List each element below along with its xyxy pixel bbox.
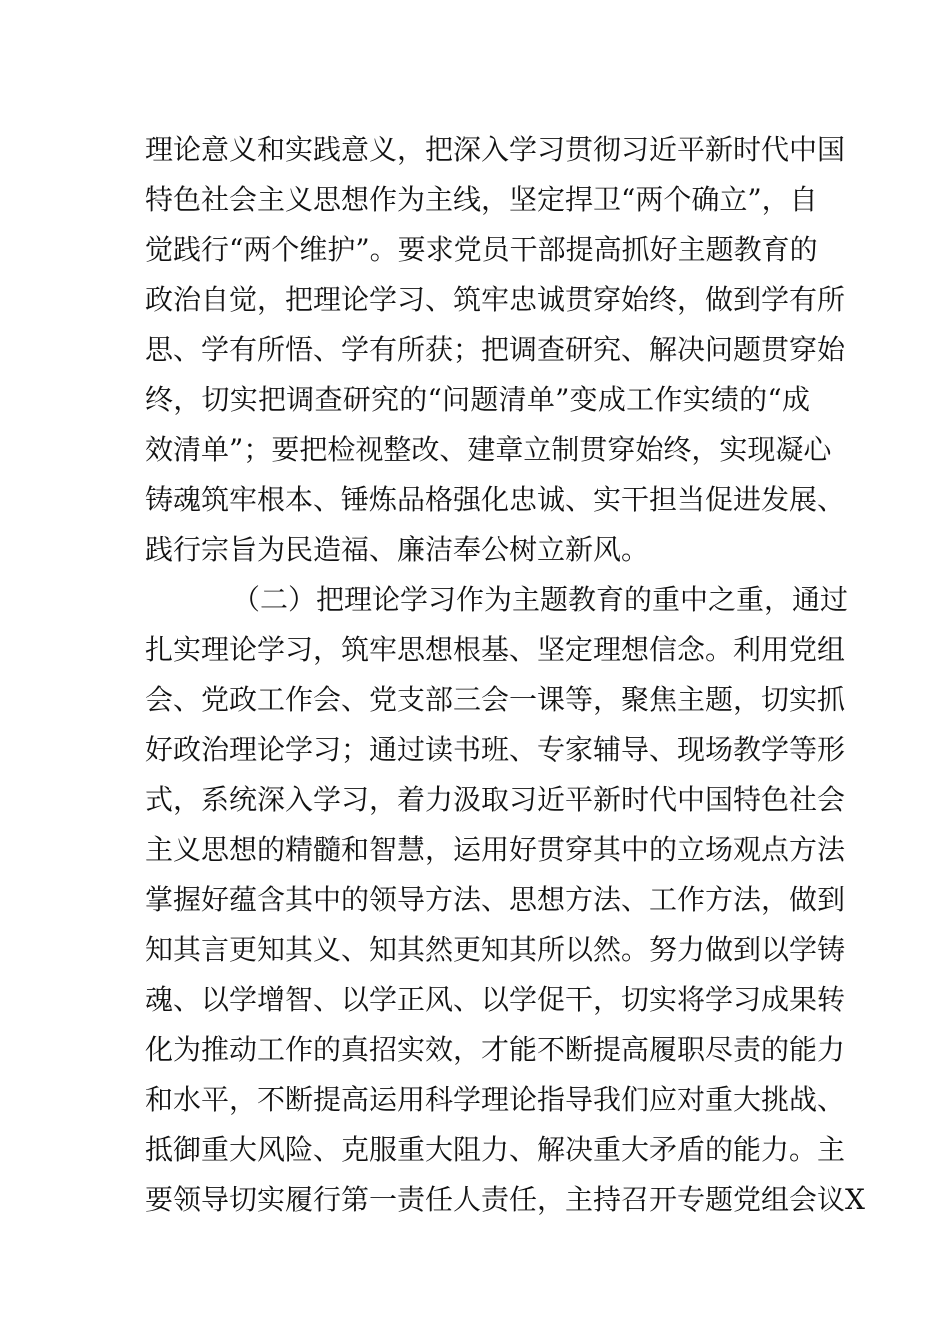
text-line-14: 式，系统深入学习，着力汲取习近平新时代中国特色社会 <box>145 783 846 816</box>
text-line-19: 化为推动工作的真招实效，才能不断提高履职尽责的能力 <box>145 1033 846 1066</box>
text-line-4: 政治自觉，把理论学习、筑牢忠诚贯穿始终，做到学有所 <box>145 283 846 316</box>
text-line-2: 特色社会主义思想作为主线，坚定捍卫“两个确立”，自 <box>145 183 818 216</box>
text-line-12: 会、党政工作会、党支部三会一课等，聚焦主题，切实抓 <box>145 683 846 716</box>
text-line-16: 掌握好蕴含其中的领导方法、思想方法、工作方法，做到 <box>145 883 846 916</box>
text-line-9: 践行宗旨为民造福、廉洁奉公树立新风。 <box>145 533 650 566</box>
text-line-10: （二）把理论学习作为主题教育的重中之重，通过 <box>232 583 849 616</box>
text-line-11: 扎实理论学习，筑牢思想根基、坚定理想信念。利用党组 <box>145 633 846 666</box>
text-line-15: 主义思想的精髓和智慧，运用好贯穿其中的立场观点方法 <box>145 833 846 866</box>
text-line-6: 终，切实把调查研究的“问题清单”变成工作实绩的“成 <box>145 383 810 416</box>
text-line-5: 思、学有所悟、学有所获；把调查研究、解决问题贯穿始 <box>145 333 846 366</box>
text-line-17: 知其言更知其义、知其然更知其所以然。努力做到以学铸 <box>145 933 846 966</box>
text-line-1: 理论意义和实践意义，把深入学习贯彻习近平新时代中国 <box>145 133 846 166</box>
text-line-22: 要领导切实履行第一责任人责任，主持召开专题党组会议X <box>145 1183 865 1216</box>
text-line-8: 铸魂筑牢根本、锤炼品格强化忠诚、实干担当促进发展、 <box>145 483 846 516</box>
text-line-21: 抵御重大风险、克服重大阻力、解决重大矛盾的能力。主 <box>145 1133 846 1166</box>
text-line-7: 效清单”；要把检视整改、建章立制贯穿始终，实现凝心 <box>145 433 832 466</box>
text-line-13: 好政治理论学习；通过读书班、专家辅导、现场教学等形 <box>145 733 846 766</box>
text-line-20: 和水平，不断提高运用科学理论指导我们应对重大挑战、 <box>145 1083 846 1116</box>
text-line-3: 觉践行“两个维护”。要求党员干部提高抓好主题教育的 <box>145 233 818 266</box>
text-line-18: 魂、以学增智、以学正风、以学促干，切实将学习成果转 <box>145 983 846 1016</box>
